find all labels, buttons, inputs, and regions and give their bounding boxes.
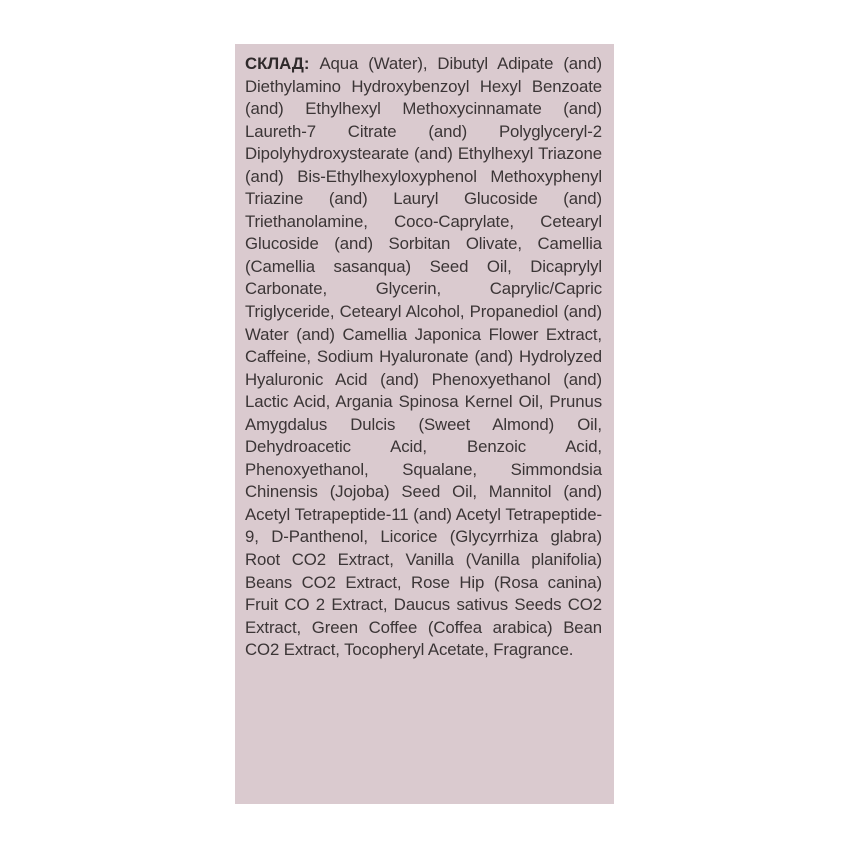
ingredients-text [245, 53, 602, 662]
composition-heading: СКЛАД: [245, 54, 310, 73]
ingredients-list: Aqua (Water), Dibutyl Adipate (and) Diethylamino Hydroxybenzoyl Hexyl Benzoate (and) Ethylhexyl Methoxycinnamate (and) Laureth-7 Citrate (and) Polyglyceryl-2 Dipolyhydroxystearate (and) Ethylhexyl Triazone (and) Bis-Ethylhexyloxyphenol Methoxyphenyl Triazine (and) Lauryl Glucoside (and) Triethanolamine, Coco-Caprylate, Cetearyl Glucoside (and) Sorbitan Olivate, Camellia (Camellia sasanqua) Seed Oil, Dicaprylyl Carbonate, Glycerin, Caprylic/Capric Triglyceride, Cetearyl Alcohol, Propanediol (and) Water (and) Camellia Japonica Flower Extract, Caffeine, Sodium Hyaluronate (and) Hydrolyzed Hyaluronic Acid (and) Phenoxyethanol (and) Lactic Acid, Argania Spinosa Kernel Oil, Prunus Amygdalus Dulcis (Sweet Almond) Oil, Dehydroacetic Acid, Benzoic Acid, Phenoxyethanol, Squalane, Simmondsia Chinensis (Jojoba) Seed Oil, Mannitol (and) Acetyl Tetrapeptide-11 (and) Acetyl Tetrapeptide-9, D-Panthenol, Licorice (Glycyrrhiza glabra) Root CO2 Extract, Vanilla (Vanilla planifolia) Beans CO2 Extract, Rose Hip (Rosa canina) Fruit CO 2 Extract, Daucus sativus Seeds CO2 Extract, Green Coffee (Coffea arabica) Bean CO2 Extract, Tocopheryl Acetate, Fragrance. [245, 54, 602, 660]
ingredients-label [235, 44, 614, 804]
